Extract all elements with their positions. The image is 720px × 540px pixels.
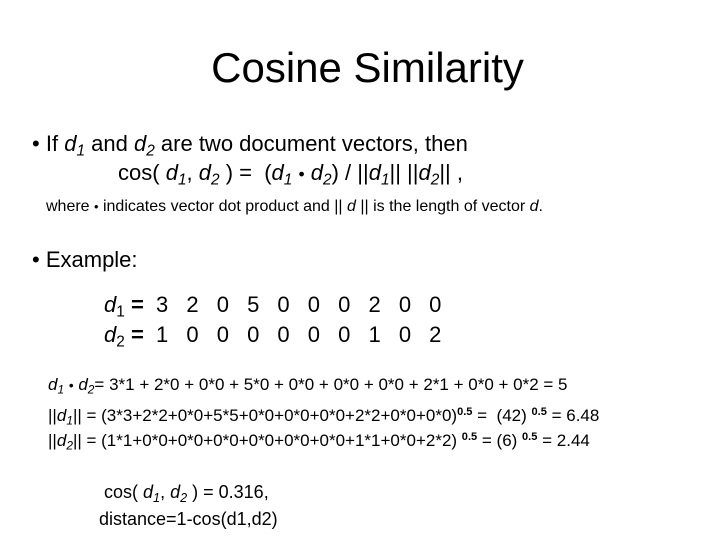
norm-close: || , <box>439 160 463 185</box>
comma: , <box>160 482 166 502</box>
vector-values: 3 2 0 5 0 0 0 2 0 0 <box>156 292 448 317</box>
norm1-result: = 6.48 <box>546 406 600 425</box>
sub-2: 2 <box>430 171 440 189</box>
var-d: d <box>48 375 58 394</box>
norm-d1-calc <box>48 406 599 426</box>
formula-close: ) = <box>225 160 252 185</box>
cos-result-value: ) = 0.316, <box>192 482 269 502</box>
dot-product-expression: = 3*1 + 2*0 + 0*0 + 5*0 + 0*0 + 0*0 + 0*0 + 2*1 + 0*0 + 0*2 = 5 <box>94 375 568 394</box>
dot-product-symbol: • <box>298 164 305 184</box>
sub-2: 2 <box>66 438 73 453</box>
var-d: d <box>104 322 117 347</box>
exponent: 0.5 <box>531 405 547 418</box>
var-d: d <box>143 482 154 502</box>
paren-close: ) <box>331 160 339 185</box>
sub-2: 2 <box>323 171 332 189</box>
sub-2: 2 <box>87 382 95 397</box>
bullet-definition <box>32 131 468 160</box>
cos-open: cos( <box>104 482 139 502</box>
sub-1: 1 <box>66 413 73 428</box>
vector-d2 <box>104 322 448 351</box>
sub-1: 1 <box>177 171 187 189</box>
norm2-mid: = (6) <box>477 431 523 450</box>
distance-formula: distance=1-cos(d1,d2) <box>99 509 278 529</box>
var-d: d <box>133 131 147 156</box>
sub-1: 1 <box>116 303 125 321</box>
dot-product-symbol: • <box>68 378 74 393</box>
slide-title: Cosine Similarity <box>211 44 524 91</box>
var-d: d <box>64 131 77 156</box>
cosine-formula <box>118 160 463 189</box>
sub-2: 2 <box>211 171 220 189</box>
norm1-expression: || = (3*3+2*2+0*0+5*5+0*0+0*0+0*0+2*2+0*0+0*0) <box>72 406 458 425</box>
equals: = <box>130 292 144 317</box>
exponent: 0.5 <box>461 430 478 443</box>
exponent: 0.5 <box>522 430 538 443</box>
var-d: d <box>56 406 67 425</box>
vector-values: 1 0 0 0 0 0 0 1 0 2 <box>156 322 448 347</box>
sub-1: 1 <box>153 490 161 505</box>
var-d: d <box>271 160 284 185</box>
sub-2: 2 <box>116 333 125 351</box>
var-d: d <box>78 375 88 394</box>
var-d: d <box>529 198 539 215</box>
where-note <box>46 198 543 216</box>
norm-sep: || || <box>389 160 419 185</box>
exponent: 0.5 <box>457 405 473 418</box>
var-d: d <box>368 160 381 185</box>
norm-d2-calc <box>48 431 590 451</box>
sub-1: 1 <box>76 142 85 160</box>
norm1-mid: = (42) <box>472 406 532 425</box>
norm2-expression: || = (1*1+0*0+0*0+0*0+0*0+0*0+0*0+1*1+0*0+2*2) <box>72 431 462 450</box>
sub-1: 1 <box>283 171 293 189</box>
sub-2: 2 <box>146 142 155 160</box>
bullet-example <box>32 247 138 273</box>
norm2-result: = 2.44 <box>537 431 590 450</box>
dot-product-symbol: • <box>94 199 99 214</box>
where-post: || is the length of vector <box>360 198 526 215</box>
var-d: d <box>104 292 117 317</box>
bullet1-and: and <box>91 131 128 156</box>
where-pre: where <box>46 198 90 215</box>
var-d: d <box>418 160 431 185</box>
sub-1: 1 <box>380 171 390 189</box>
norm-open: || <box>48 431 57 450</box>
var-d: d <box>170 482 181 502</box>
bullet-example-label: Example: <box>45 247 138 272</box>
norm-open: || <box>48 406 57 425</box>
comma: , <box>186 160 193 185</box>
vector-d1 <box>104 292 448 321</box>
bullet1-pre: If <box>45 131 59 156</box>
bullet1-post: are two document vectors, then <box>160 131 468 156</box>
cosine-result <box>104 482 269 503</box>
where-mid: indicates vector dot product and || <box>102 198 343 215</box>
var-d: d <box>346 198 356 215</box>
formula-open: cos( <box>118 160 160 185</box>
equals: = <box>130 322 144 347</box>
sub-1: 1 <box>57 382 65 397</box>
var-d: d <box>56 431 67 450</box>
bullet-marker: • <box>32 247 40 272</box>
paren-open: ( <box>264 160 272 185</box>
norm-open: / || <box>345 160 369 185</box>
dot-product-calc <box>48 375 568 395</box>
sub-2: 2 <box>180 490 188 505</box>
period: . <box>538 198 543 215</box>
bullet-marker: • <box>32 131 40 156</box>
var-d: d <box>310 160 324 185</box>
var-d: d <box>165 160 178 185</box>
var-d: d <box>198 160 211 185</box>
